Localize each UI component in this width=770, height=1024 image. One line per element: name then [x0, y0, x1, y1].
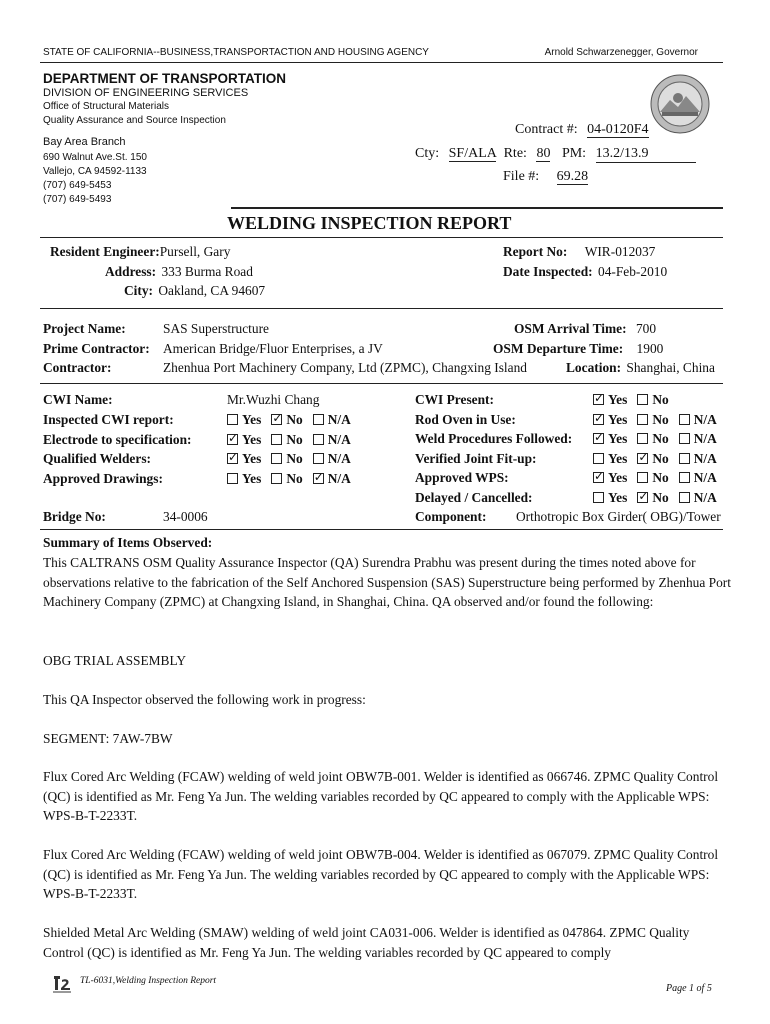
yes-checkbox[interactable]: [227, 434, 238, 445]
check-item-options: [593, 392, 679, 408]
project-name-label: Project Name:: [43, 321, 126, 336]
resident-engineer-value: Pursell, Gary: [159, 244, 231, 259]
na-option: [313, 451, 351, 467]
summary-paragraph: This CALTRANS OSM Quality Assurance Inspector (QA) Surendra Prabhu was present during the times noted above for observations relative to the fabrication of the Self Anchored Suspension (SAS) Superstructure being performed by Zhenhua Port Machinery Company (ZPMC) at Changxing Island, in Shanghai, China. QA observed and/or found the following:: [43, 555, 731, 609]
check-item-label: Approved WPS:: [415, 470, 509, 485]
qa-office-name: Quality Assurance and Source Inspection: [43, 115, 226, 126]
na-checkbox[interactable]: [313, 453, 324, 464]
yes-option: [593, 412, 627, 428]
form-number: TL-6031,Welding Inspection Report: [80, 976, 217, 986]
project-name-value: SAS Superstructure: [163, 321, 270, 336]
yes-checkbox[interactable]: [227, 414, 238, 425]
check-item-options: [593, 490, 727, 506]
yes-option-label: Yes: [608, 470, 628, 485]
no-option: [271, 451, 302, 467]
route-row: [415, 146, 696, 163]
na-option: [313, 471, 351, 487]
no-option-label: No: [286, 470, 303, 486]
agency-line: STATE OF CALIFORNIA--BUSINESS,TRANSPORTACTION AND HOUSING AGENCY: [43, 47, 429, 58]
city-value: Oakland, CA 94607: [158, 283, 266, 298]
na-checkbox[interactable]: [313, 414, 324, 425]
departure-time-label: OSM Departure Time:: [493, 341, 624, 356]
contract-number: 04-0120F4: [587, 122, 649, 137]
date-inspected-value: 04-Feb-2010: [598, 264, 668, 279]
na-option-label: N/A: [693, 450, 717, 466]
na-option: [679, 490, 717, 506]
departure-time-value: 1900: [636, 341, 664, 356]
postmile-label: PM:: [561, 146, 587, 161]
yes-option: [227, 432, 261, 448]
no-option-label: No: [652, 392, 669, 407]
city-row: [124, 283, 265, 299]
no-option-label: No: [286, 412, 303, 427]
check-item-label: Rod Oven in Use:: [415, 411, 516, 427]
na-option-label: N/A: [693, 489, 717, 505]
check-item-options: [593, 412, 727, 428]
departure-time-row: [493, 341, 663, 357]
no-checkbox[interactable]: [271, 414, 282, 425]
na-option: [679, 451, 717, 467]
check-item-label: CWI Present:: [415, 392, 494, 407]
na-option: [679, 412, 717, 428]
contract-label: Contract #:: [515, 122, 578, 137]
resident-engineer-label: Resident Engineer:: [50, 244, 160, 259]
branch-address-2: Vallejo, CA 94592-1133: [43, 166, 147, 177]
na-checkbox[interactable]: [679, 472, 690, 483]
branch-name: Bay Area Branch: [43, 136, 126, 148]
na-checkbox[interactable]: [679, 492, 690, 503]
no-option-label: No: [286, 451, 303, 466]
check-item-label: Weld Procedures Followed:: [415, 431, 573, 446]
location-row: [566, 360, 715, 376]
address-label: Address:: [105, 264, 157, 279]
yes-option-label: Yes: [608, 489, 628, 505]
resident-engineer-row: [50, 244, 230, 260]
arrival-time-row: [514, 321, 656, 337]
report-title: WELDING INSPECTION REPORT: [227, 213, 512, 233]
na-checkbox[interactable]: [313, 473, 324, 484]
no-checkbox[interactable]: [637, 433, 648, 444]
no-option: [271, 432, 302, 448]
yes-option: [593, 431, 627, 447]
no-option: [637, 451, 668, 467]
postmile-value: 13.2/13.9: [596, 146, 696, 163]
location-value: Shanghai, China: [626, 360, 715, 375]
summary-paragraph: SEGMENT: 7AW-7BW: [43, 731, 173, 746]
contractor-label: Contractor:: [43, 360, 112, 375]
date-inspected-row: [503, 264, 667, 280]
na-checkbox[interactable]: [679, 453, 690, 464]
yes-checkbox[interactable]: [593, 394, 604, 405]
no-option-label: No: [286, 431, 303, 447]
state-seal-icon: [650, 74, 710, 134]
yes-checkbox[interactable]: [593, 414, 604, 425]
summary-paragraph: Shielded Metal Arc Welding (SMAW) welding of weld joint CA031-006. Welder is identified as 047864. ZPMC Quality Control (QC) is identified as Mr. Feng Ya Jun. The welding variables recorded by QC appeared to comply: [43, 925, 690, 960]
yes-option: [593, 490, 627, 506]
route-label: Rte:: [503, 146, 527, 161]
no-option: [271, 471, 302, 487]
yes-option: [593, 392, 627, 408]
arrival-time-value: 700: [635, 321, 657, 336]
na-option-label: N/A: [327, 412, 351, 427]
na-option: [679, 431, 717, 447]
yes-checkbox[interactable]: [593, 433, 604, 444]
header-rule: [40, 62, 723, 63]
address-row: [105, 264, 253, 280]
city-label: City:: [124, 283, 154, 298]
check-item-label: Approved Drawings:: [43, 470, 163, 486]
check-item-options: [593, 470, 727, 486]
summary-heading: Summary of Items Observed:: [43, 535, 213, 550]
na-option: [313, 412, 351, 428]
caltrans-logo-icon: [51, 972, 73, 994]
contractor-value: Zhenhua Port Machinery Company, Ltd (ZPMC), Changxing Island: [163, 360, 527, 375]
yes-option-label: Yes: [242, 412, 262, 427]
no-checkbox[interactable]: [637, 453, 648, 464]
yes-option-label: Yes: [242, 431, 262, 447]
summary-paragraph: This QA Inspector observed the following work in progress:: [43, 692, 366, 707]
department-title: DEPARTMENT OF TRANSPORTATION: [43, 71, 286, 86]
title-rule: [231, 207, 723, 209]
na-checkbox[interactable]: [313, 434, 324, 445]
na-option: [313, 432, 351, 448]
yes-option: [227, 471, 261, 487]
check-item-options: [227, 451, 361, 467]
address-value: 333 Burma Road: [161, 264, 253, 279]
yes-option-label: Yes: [608, 392, 628, 407]
no-checkbox[interactable]: [271, 434, 282, 445]
no-checkbox[interactable]: [271, 473, 282, 484]
na-option-label: N/A: [327, 470, 351, 486]
county-label: Cty:: [415, 146, 440, 161]
section-rule-2: [40, 383, 723, 384]
yes-option-label: Yes: [608, 411, 628, 427]
check-item-label: Qualified Welders:: [43, 451, 151, 466]
division-name: DIVISION OF ENGINEERING SERVICES: [43, 87, 249, 99]
report-number-value: WIR-012037: [584, 244, 656, 259]
na-option-label: N/A: [693, 431, 717, 446]
bridge-number-value: 34-0006: [163, 509, 208, 524]
route-value: 80: [536, 146, 551, 161]
arrival-time-label: OSM Arrival Time:: [514, 321, 627, 336]
no-option: [637, 412, 668, 428]
no-option-label: No: [652, 489, 669, 505]
no-option-label: No: [652, 411, 669, 427]
no-option-label: No: [652, 450, 669, 466]
no-option: [271, 412, 302, 428]
office-name: Office of Structural Materials: [43, 101, 169, 112]
yes-checkbox[interactable]: [593, 492, 604, 503]
no-option: [637, 470, 668, 486]
section-rule-1: [40, 308, 723, 309]
no-option: [637, 490, 668, 506]
no-checkbox[interactable]: [637, 472, 648, 483]
branch-address-1: 690 Walnut Ave.St. 150: [43, 152, 147, 163]
no-checkbox[interactable]: [637, 414, 648, 425]
prime-contractor-value: American Bridge/Fluor Enterprises, a JV: [163, 341, 383, 356]
bridge-number-label: Bridge No:: [43, 509, 106, 524]
yes-checkbox[interactable]: [227, 453, 238, 464]
branch-phone-2: (707) 649-5493: [43, 194, 112, 205]
summary-paragraph: OBG TRIAL ASSEMBLY: [43, 653, 186, 668]
branch-phone-1: (707) 649-5453: [43, 180, 112, 191]
yes-option-label: Yes: [608, 431, 628, 446]
na-checkbox[interactable]: [679, 414, 690, 425]
check-item-label: Verified Joint Fit-up:: [415, 450, 537, 466]
no-option-label: No: [652, 470, 669, 485]
report-number-label: Report No:: [503, 244, 568, 259]
yes-option-label: Yes: [242, 470, 262, 486]
governor-line: Arnold Schwarzenegger, Governor: [544, 47, 698, 58]
check-item-options: [227, 471, 361, 487]
cwi-name-label: CWI Name:: [43, 392, 113, 407]
check-item-options: [593, 431, 727, 447]
na-checkbox[interactable]: [679, 433, 690, 444]
summary-paragraph: Flux Cored Arc Welding (FCAW) welding of weld joint OBW7B-001. Welder is identified as 066746. ZPMC Quality Control (QC) is identified as Mr. Feng Ya Jun. The welding variables recorded by QC appeared to comply with the Applicable WPS: WPS-B-T-2233T.: [43, 769, 719, 823]
yes-option-label: Yes: [608, 450, 628, 466]
check-item-label: Inspected CWI report:: [43, 412, 174, 427]
yes-option: [227, 451, 261, 467]
no-option: [637, 431, 668, 447]
no-checkbox[interactable]: [637, 394, 648, 405]
page-number: Page 1 of 5: [666, 983, 712, 994]
component-value: Orthotropic Box Girder( OBG)/Tower: [516, 509, 721, 524]
date-inspected-label: Date Inspected:: [503, 264, 593, 279]
prime-contractor-label: Prime Contractor:: [43, 341, 150, 356]
check-item-options: [593, 451, 727, 467]
no-option: [637, 392, 668, 408]
no-checkbox[interactable]: [271, 453, 282, 464]
file-row: [503, 169, 588, 185]
na-option-label: N/A: [693, 411, 717, 427]
yes-checkbox[interactable]: [593, 472, 604, 483]
na-option-label: N/A: [693, 470, 717, 485]
section-rule-3: [40, 529, 723, 530]
na-option-label: N/A: [327, 431, 351, 447]
yes-option-label: Yes: [242, 451, 262, 466]
check-item-options: [227, 412, 361, 428]
county-value: SF/ALA: [448, 146, 497, 161]
cwi-name-value: Mr.Wuzhi Chang: [227, 392, 320, 407]
component-label: Component:: [415, 509, 487, 524]
summary-paragraph: Flux Cored Arc Welding (FCAW) welding of weld joint OBW7B-004. Welder is identified as 067079. ZPMC Quality Control (QC) is identified as Mr. Feng Ya Jun. The welding variables recorded by QC appeared to comply with the Applicable WPS: WPS-B-T-2233T.: [43, 847, 719, 901]
na-option-label: N/A: [327, 451, 351, 466]
yes-option: [227, 412, 261, 428]
location-label: Location:: [566, 360, 622, 375]
contract-row: [515, 122, 649, 138]
yes-option: [593, 451, 627, 467]
no-checkbox[interactable]: [637, 492, 648, 503]
no-option-label: No: [652, 431, 669, 446]
file-label: File #:: [503, 169, 540, 184]
na-option: [679, 470, 717, 486]
yes-checkbox[interactable]: [593, 453, 604, 464]
yes-option: [593, 470, 627, 486]
check-item-label: Electrode to specification:: [43, 431, 192, 447]
check-item-options: [227, 432, 361, 448]
check-item-label: Delayed / Cancelled:: [415, 489, 533, 505]
title-underline: [40, 237, 723, 238]
file-number: 69.28: [556, 169, 589, 184]
report-number-row: [503, 244, 655, 260]
yes-checkbox[interactable]: [227, 473, 238, 484]
